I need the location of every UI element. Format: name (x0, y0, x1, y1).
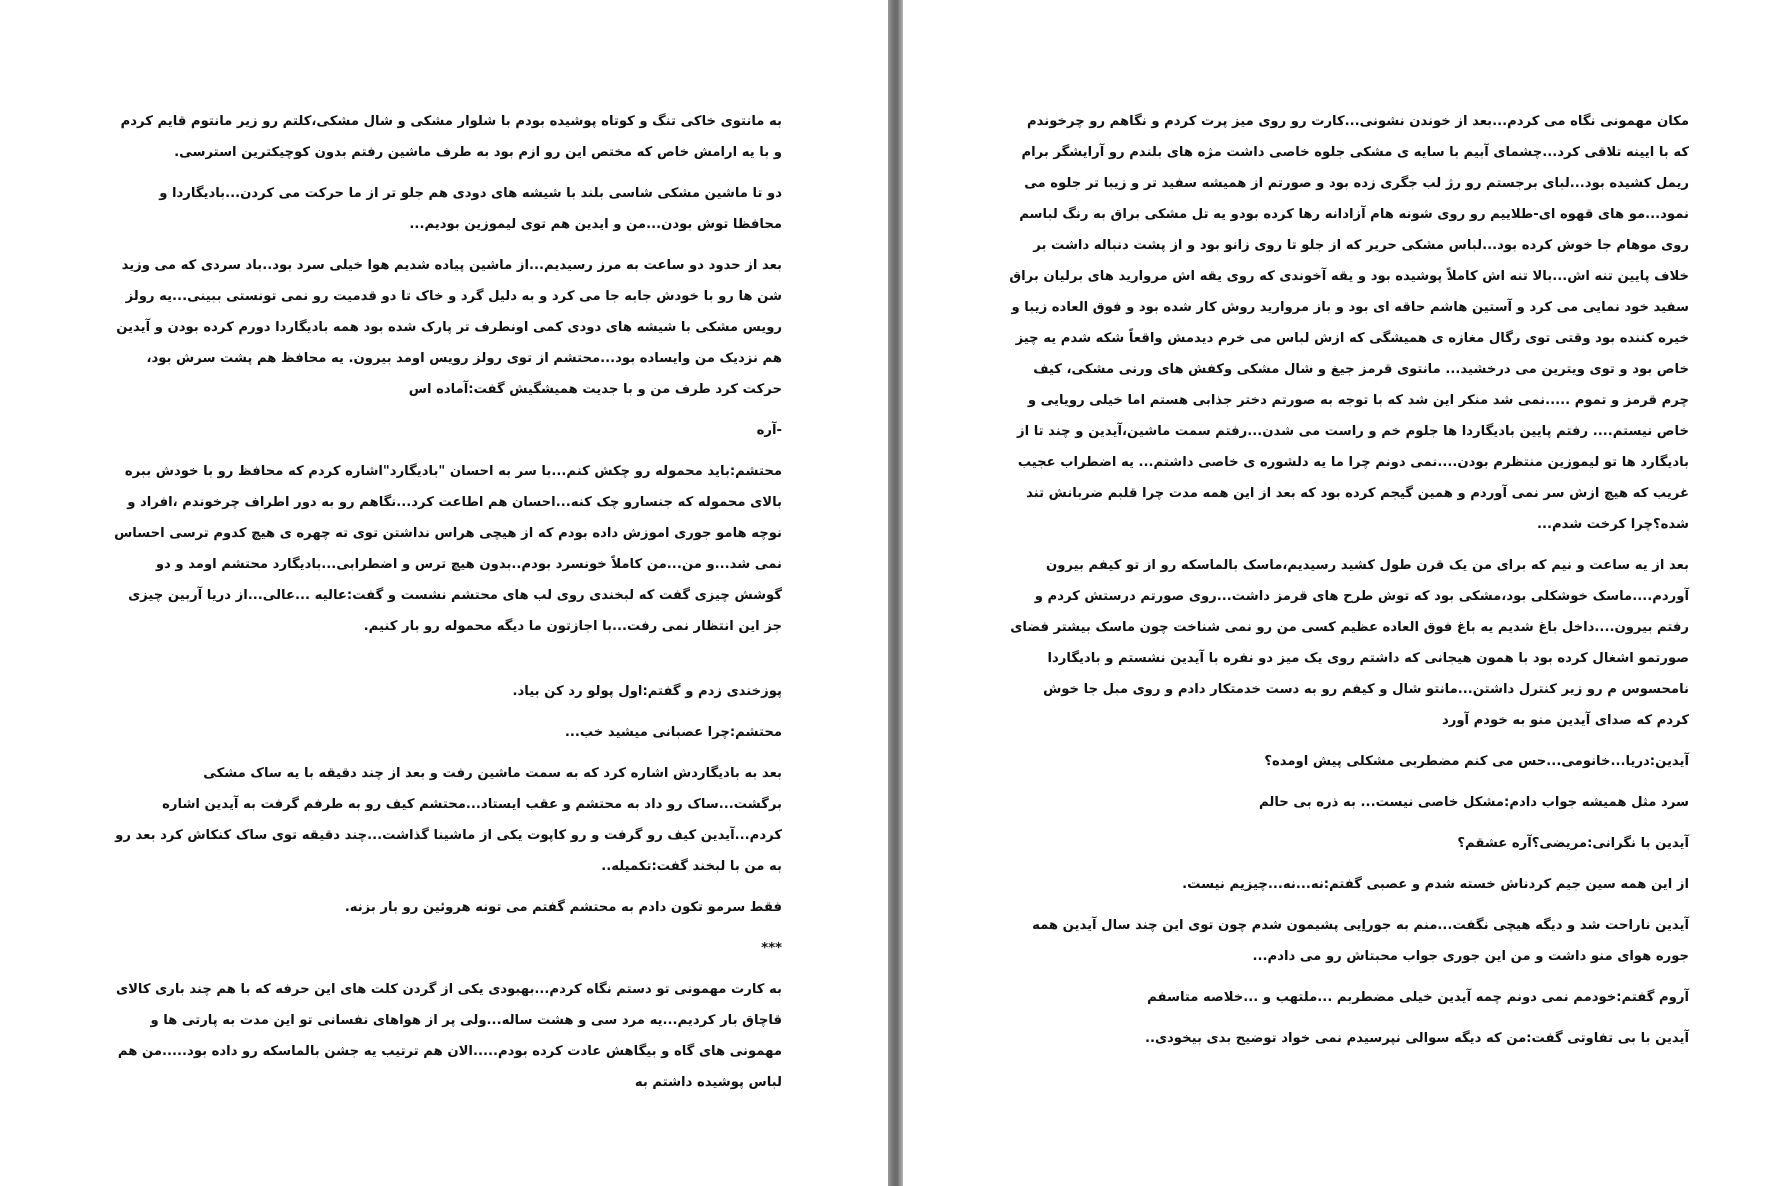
paragraph: دو تا ماشین مشکی شاسی بلند با شیشه های دودی هم جلو تر از ما حرکت می کردن...بادیگاردا و محافظا توش بودن...من و ایدین هم توی لیموزین بودیم... (159, 186, 782, 232)
page-gutter (888, 0, 903, 1186)
paragraph: بعد از حدود دو ساعت به مرز رسیدیم...از ماشین پیاده شدیم هوا خیلی سرد بود..باد سردی که می وزید شن ها رو با خودش جابه جا می کرد و به دلیل گرد و خاک تا دو قدمیت رو نمی تونستی ببینی...یه رولز رویس مشکی با شیشه های دودی کمی اونطرف تر پارک شده بود همه بادیگاردا دورم کرده بودن و آیدین هم نزدیک من وایساده بود...محتشم از توی رولز رویس اومد بیرون. یه محافظ هم پشت سرش بود، حرکت کرد طرف من و با جدیت همیشگیش گفت:آماده اس (116, 258, 782, 397)
paragraph: به مانتوی خاکی تنگ و کوتاه پوشیده بودم با شلوار مشکی و شال مشکی،کلتم رو زیر مانتوم قایم کردم و با یه ارامش خاص که مختص این رو ازم بود به طرف ماشین رفتم بدون کوچیکترین استرسی. (120, 114, 782, 160)
paragraph: آروم گفتم:خودمم نمی دونم چمه آیدین خیلی مضطربم ...ملتهب و ...خلاصه متاسفم (1147, 990, 1689, 1005)
paragraph: آیدین با نگرانی:مریضی؟آره عشقم؟ (1457, 836, 1689, 851)
paragraph: پوزخندی زدم و گفتم:اول پولو رد کن بیاد. (512, 684, 782, 699)
paragraph: از این همه سین جیم کردناش خسته شدم و عصبی گفتم:نه...نه...چیزیم نیست. (1182, 877, 1689, 892)
section-break: *** (761, 941, 782, 956)
left-page-text (112, 106, 782, 1108)
paragraph: فقط سرمو تکون دادم به محتشم گفتم می تونه هروئین رو بار بزنه. (344, 900, 782, 915)
paragraph: آیدین ناراحت شد و دیگه هیچی نگفت...منم به جوراِیی پشیمون شدم چون توی این چند سال آیدین همه جوره هوای منو داشت و من این جوری جواب محبتاش رو می دادم... (1032, 918, 1689, 964)
paragraph: آیدین:دریا...خانومی...حس می کنم مضطربی مشکلی پیش اومده؟ (1264, 754, 1689, 769)
paragraph: -آره (756, 423, 782, 438)
paragraph: محتشم:چرا عصبانی میشید خب... (564, 725, 782, 740)
left-page (0, 0, 888, 1186)
paragraph: به کارت مهمونی تو دستم نگاه کردم...بهبودی یکی از گردن کلت های این حرفه که با هم چند باری کالای قاچاق بار کردیم...یه مرد سی و هشت ساله...ولی پر از هواهای نفسانی تو این مدت به پارتی ها و مهمونی های گاه و بیگاهش عادت کرده بودم.....الان هم ترتیب یه جشن بالماسکه رو داده بود.....من هم لباس پوشیده داشتم به (116, 982, 782, 1090)
paragraph: بعد از یه ساعت و نیم که برای من یک قرن طول کشید رسیدیم،ماسک بالماسکه رو از تو کیفم بیرون آوردم....ماسک خوشکلی بود،مشکی بود که توش طرح های قرمز داشت...روی صورتم درستش کردم و رفتم بیرون....داخل باغ شدیم یه باغ فوق العاده عظیم کسی من رو نمی شناخت چون ماسک بیشتر فضای صورتمو اشغال کرده بود با همون هیجانی که داشتم روی یک میز دو نفره با آیدین نشستم و بادیگاردا نامحسوس م رو زیر کنترل داشتن...مانتو شال و کیفم رو به دست خدمتکار دادم و روی مبل جا خوش کردم که صدای آیدین منو به خودم آورد (1010, 558, 1689, 728)
right-page-text (1009, 106, 1689, 1064)
paragraph: بعد به بادیگاردش اشاره کرد که به سمت ماشین رفت و بعد از چند دقیقه با یه ساک مشکی برگشت...ساک رو داد به محتشم و عقب ایستاد...محتشم کیف رو به طرفم گرفت به آیدین اشاره کردم...آیدین کیف رو گرفت و رو کاپوت یکی از ماشینا گذاشت...چند دقیقه توی ساک کنکاش کرد بعد رو به من با لبخند گفت:تکمیله.. (115, 766, 782, 874)
paragraph: سرد مثل همیشه جواب دادم:مشکل خاصی نیست... به ذره بی حالم (1259, 795, 1689, 810)
right-page (903, 0, 1786, 1186)
paragraph: مکان مهمونی نگاه می کردم...بعد از خوندن نشونی...کارت رو روی میز پرت کردم و نگاهم رو چرخوندم که با ایینه تلاقی کرد...چشمای آبیم با سایه ی مشکی جلوه خاصی داشت مژه های بلندم رو آرایشگر برام ریمل کشیده بود...لبای برجستم رو رژ لب جگری زده بود و صورتم از همیشه سفید تر و زیبا تر جلوه می نمود...مو های قهوه ای-طلاییم رو روی شونه هام آزادانه رها کرده بودو یه تل مشکی براق به رنگ لباسم روی موهام جا خوش کرده بود...لباس مشکی حریر که از جلو تا روی زانو بود و از پشت دنباله داشت بر خلاف پایین تنه اش...بالا تنه اش کاملاً پوشیده بود و یقه آخوندی که روی یقه اش مروارید های برلیان براق سفید خود نمایی می کرد و آستین هاشم حاقه ای بود و باز مروارید روش کار شده بود و فوق العاده زیبا و خیره کننده بود وقتی توی رگال مغازه ی همیشگی که ازش لباس می خرم دیدمش واقعاً شکه شدم یه چیز خاص بود و توی ویترین می درخشید... مانتوی قرمز جیغ و شال مشکی وکفش های ورنی مشکی، کیف چرم قرمز و تموم .....نمی شد منکر این شد که با توجه به صورتم دختر جذابی هستم اما خیلی رویایی و خاص نیستم.... رفتم پایین بادیگاردا ها جلوم خم و راست می شدن...رفتم سمت ماشین،آیدین و چند تا از بادیگارد ها تو لیموزین منتظرم بودن....نمی دونم چرا ما یه دلشوره ی خاصی داشتم... یه اضطراب عجیب غریب که هیچ ازش سر نمی آوردم و همین گیجم کرده بود که بعد از این همه مدت چرا قلبم ضربانش تند شده؟چرا کرخت شدم... (1009, 114, 1689, 532)
paragraph: محتشم:باید محموله رو چکش کنم...با سر به احسان "بادیگارد"اشاره کردم که محافظ رو با خودش ببره بالای محموله که جنسارو چک کنه...احسان هم اطاعت کرد...نگاهم رو به دور اطراف چرخوندم ،افراد و نوچه هامو جوری اموزش داده بودم که از هیچی هراس نداشتن توی ته چهره ی هیچ کدوم ترسی احساس نمی شد...و من...من کاملاً خونسرد بودم..بدون هیچ ترس و اضطرابی...بادیگارد محتشم اومد و دو گوشش چیزی گفت که لبخندی روی لب های محتشم نشست و گفت:عالیه ...عالی...از دریا آربین چیزی جز این انتظار نمی رفت...با اجازتون ما دیگه محموله رو بار کنیم. (114, 464, 782, 634)
paragraph: آیدین با بی تفاوتی گفت:من که دیگه سوالی نپرسیدم نمی خواد توضیح بدی بیخودی.. (1144, 1031, 1689, 1046)
